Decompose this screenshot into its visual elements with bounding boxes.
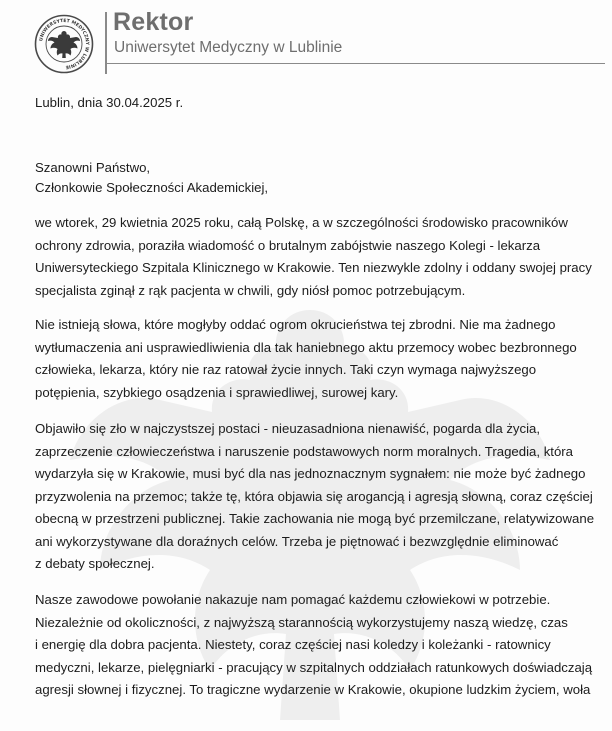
paragraph [35,314,583,404]
text-line: medyczni, lekarze, pielęgniarki - pracujący w szpitalnych oddziałach ratunkowych doświadczają [35,659,593,675]
text-line: Objawiło się zło w najczystszej postaci - nieuzasadniona nienawiść, pogarda dla życia, [35,421,541,436]
text-line: Uniwersyteckiego Szpitala Klinicznego w Krakowie. Ten niezwykle zdolny i oddany swojej pracy [35,260,592,275]
letterhead-subtitle: Uniwersytet Medyczny w Lublinie [114,39,343,56]
letterhead-rule [105,63,605,64]
letterhead-divider [105,12,107,74]
text-line: przyzwolenia na przemoc; także tę, która objawia się arogancją i agresją słowną, coraz częściej [35,488,593,504]
text-line: zaprzeczenie człowieczeństwa i naruszenie podstawowych norm moralnych. Tragedia, która [35,443,574,459]
salutation [35,158,268,198]
paragraph [35,589,593,702]
date-line: Lublin, dnia 30.04.2025 r. [35,95,184,110]
text-line: i energię dla dobra pacjenta. Niestety, coraz częściej nasi koledzy i koleżanki - ratownicy [35,637,551,652]
paragraph [35,418,595,576]
letterhead-title: Rektor [113,8,194,36]
text-line: Nie istnieją słowa, które mogłyby oddać ogrom okrucieństwa tej zbrodni. Nie ma żadnego [35,317,556,332]
text-line: specjalista zginął z rąk pacjenta w chwili, gdy niósł pomoc potrzebującym. [35,282,466,298]
text-line: we wtorek, 29 kwietnia 2025 roku, całą Polskę, a w szczególności środowisko pracowników [35,215,568,230]
salutation-line: Szanowni Państwo, [35,160,151,175]
text-line: z debaty społecznej. [35,556,155,571]
text-line: obecną w przestrzeni publicznej. Takie zachowania nie mogą być przemilczane, relatywizowane [35,511,595,526]
text-line: wydarzyła się w Krakowie, musi być dla nas jednoznacznym sygnałem: nie może być żadnego [35,466,586,481]
text-line: ani wykorzystywane dla doraźnych celów. Trzeba je piętnować i bezwzględnie eliminować [35,533,559,549]
text-line: agresji słownej i fizycznej. To tragiczne wydarzenie w Krakowie, okupione ludzkim życiem, woła [35,682,591,697]
text-line: wytłumaczenia ani usprawiedliwienia dla tak haniebnego aktu przemocy wobec bezbronnego [35,339,577,355]
text-line: ochrony zdrowia, poraziła wiadomość o brutalnym zabójstwie naszego Kolegi - lekarza [35,237,541,253]
university-seal-icon [34,14,94,74]
text-line: człowieka, lekarza, który nie raz ratował życie innych. Taki czyn wymaga najwyższego [35,362,537,377]
svg-text:UNIWERSYTET MEDYCZNY W LUBLINI: UNIWERSYTET MEDYCZNY W LUBLINIE [39,18,90,69]
salutation-line: Członkowie Społeczności Akademickiej, [35,180,269,195]
text-line: potępienia, szybkiego osądzenia i sprawiedliwej, surowej kary. [35,384,399,400]
text-line: Niezależnie od okoliczności, z najwyższą starannością wykorzystujemy naszą wiedzę, czas [35,614,568,630]
paragraph [35,212,592,302]
text-line: Nasze zawodowe powołanie nakazuje nam pomagać każdemu człowiekowi w potrzebie. [35,592,551,607]
